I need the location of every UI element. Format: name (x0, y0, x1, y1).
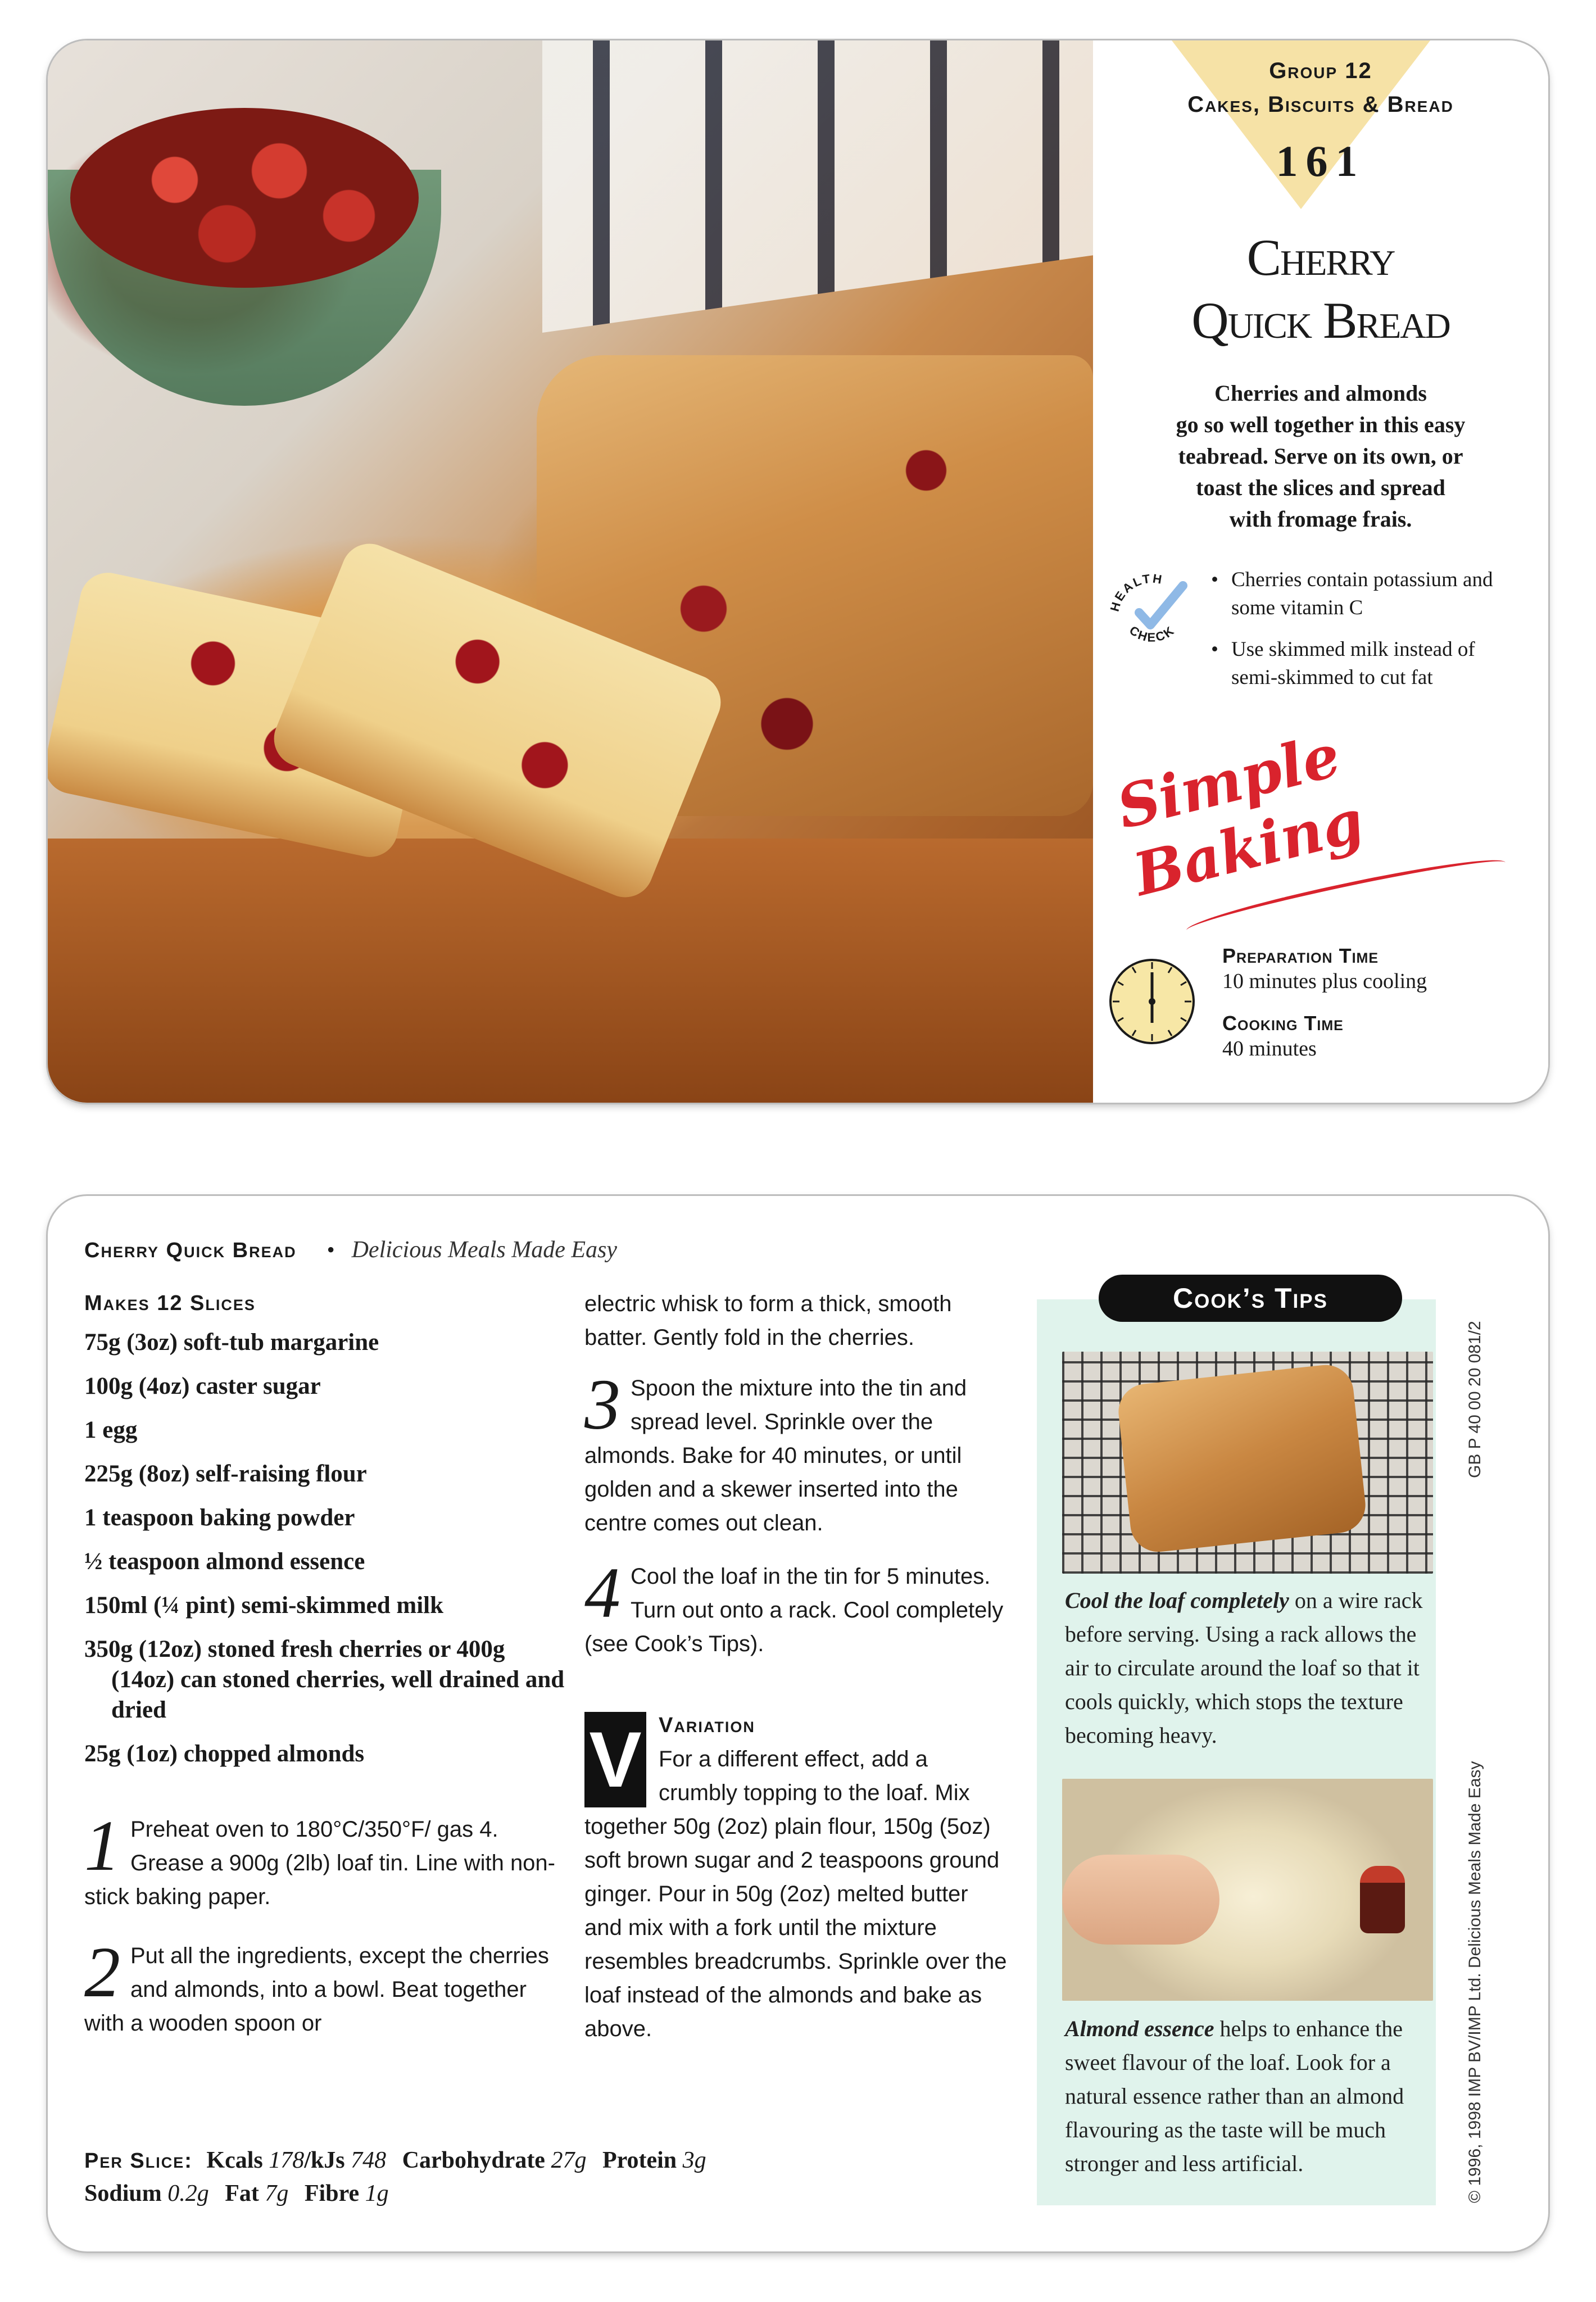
method-step-1 (84, 1806, 556, 1914)
health-check-top-label: HEALTH (1107, 571, 1165, 613)
kcals-value: 178 (269, 2147, 305, 2173)
tip-2 (1065, 2012, 1439, 2181)
kcals-label: Kcals (206, 2147, 263, 2173)
tip-1 (1065, 1584, 1439, 1752)
header-bullet: • (327, 1237, 335, 1262)
health-point: • Cherries contain potassium and some vitamin C (1211, 566, 1526, 622)
cook-time-value: 40 minutes (1222, 1037, 1317, 1061)
kj-value: 748 (351, 2147, 387, 2173)
carb-value: 27g (551, 2147, 587, 2173)
method-step-4 (584, 1553, 1012, 1661)
sodium-value: 0.2g (167, 2181, 209, 2206)
ingredient: 150ml (¼ pint) semi-skimmed milk (84, 1592, 444, 1619)
ingredient: 1 teaspoon baking powder (84, 1505, 355, 1531)
svg-text:HEALTH (1108, 572, 1165, 613)
intro-line: go so well together in this easy (1176, 412, 1466, 437)
recipe-title (1093, 226, 1548, 352)
cooks-tips-title: Cook’s Tips (1099, 1275, 1402, 1322)
clock-icon (1107, 957, 1197, 1046)
step-text: Put all the ingredients, except the cherries and almonds, into a bowl. Beat together with a wooden spoon or (84, 1943, 549, 2036)
back-recipe-title: Cherry Quick Bread (84, 1239, 297, 1262)
product-code: GB P 40 00 20 081/2 (1466, 1321, 1484, 1478)
variation-text: For a different effect, add a crumbly topping to the loaf. Mix together 50g (2oz) plain flour, 150g (5oz) soft brown sugar and 2 teaspoons ground ginger. Pour in 50g (2oz) melted butter and mix with a fork until the mixture resembles breadcrumbs. Sprinkle over the loaf instead of the almonds and bake as above. (584, 1747, 1007, 2041)
sodium-label: Sodium (84, 2181, 162, 2206)
ingredient: 25g (1oz) chopped almonds (84, 1741, 365, 1767)
card-number: 161 (1276, 137, 1366, 185)
health-check-icon (1104, 563, 1200, 659)
tip-2-text: helps to enhance the sweet flavour of the loaf. Look for a natural essence rather than an almond flavouring as the taste will be much stronger and less artificial. (1065, 2016, 1404, 2176)
intro-line: with fromage frais. (1229, 506, 1412, 532)
ingredient: 75g (3oz) soft-tub margarine (84, 1329, 379, 1356)
fibre-value: 1g (365, 2181, 389, 2206)
front-info-panel (1093, 40, 1548, 1103)
essence-bottle (1360, 1866, 1405, 1933)
step-number: 1 (84, 1806, 120, 1886)
nutrition-info (84, 2144, 983, 2210)
series-name: Delicious Meals Made Easy (351, 1237, 617, 1263)
fat-label: Fat (225, 2181, 259, 2206)
prep-time-label: Preparation Time (1222, 944, 1379, 967)
ingredient: ½ teaspoon almond essence (84, 1548, 365, 1575)
loaf-on-rack (1116, 1362, 1368, 1555)
tip-1-bold: Cool the loaf completely (1065, 1588, 1289, 1613)
cherry-bread-photo (48, 40, 1093, 1103)
copyright-text: © 1996, 1998 IMP BV/IMP Ltd. Delicious Meals Made Easy (1466, 1761, 1484, 2203)
nutrition-label: Per Slice: (84, 2149, 193, 2173)
wooden-board (48, 839, 1093, 1103)
tip-1-text: on a wire rack before serving. Using a rack allows the air to circulate around the loaf so that it cools quickly, which stops the texture becoming heavy. (1065, 1588, 1423, 1748)
fat-value: 7g (265, 2181, 289, 2206)
step-number: 4 (584, 1553, 620, 1633)
variation-block (584, 1709, 1012, 2046)
method-step-3 (584, 1365, 1012, 1540)
title-line: Cherry (1246, 229, 1395, 286)
tea-towel (542, 40, 1093, 333)
tip-2-bold: Almond essence (1065, 2016, 1214, 2041)
ingredients-list (84, 1327, 573, 1783)
health-check-bottom-label: CHECK (1126, 623, 1178, 645)
step-text: Spoon the mixture into the tin and spread level. Sprinkle over the almonds. Bake for 40 minutes, or until golden and a skewer inserted into the centre comes out clean. (584, 1376, 967, 1535)
ingredient: 225g (8oz) self-raising flour (84, 1461, 367, 1487)
ingredient: 1 egg (84, 1417, 138, 1443)
step-text: Preheat oven to 180°C/350°F/ gas 4. Grease a 900g (2lb) loaf tin. Line with non-stick baking paper. (84, 1817, 555, 1909)
recipe-intro (1116, 378, 1526, 535)
cherries (70, 108, 419, 288)
category-label: Cakes, Biscuits & Bread (1187, 92, 1454, 117)
step-number: 2 (84, 1932, 120, 2012)
step-text: Cool the loaf in the tin for 5 minutes. Turn out onto a rack. Cool completely (see Cook’s Tips). (584, 1564, 1004, 1656)
kj-label: /kJs (304, 2147, 345, 2173)
cook-time-label: Cooking Time (1222, 1012, 1344, 1035)
intro-line: toast the slices and spread (1196, 475, 1445, 500)
title-line: Quick Bread (1191, 292, 1450, 349)
step-number: 3 (584, 1365, 620, 1444)
simple-baking-logo: Simple Baking (1110, 720, 1370, 909)
hand (1062, 1855, 1219, 1945)
intro-line: teabread. Serve on its own, or (1178, 443, 1463, 469)
variation-letter: V (584, 1712, 646, 1807)
fibre-label: Fibre (304, 2181, 360, 2206)
group-label: Group 12 (1269, 58, 1372, 83)
health-point: • Use skimmed milk instead of semi-skimmed to cut fat (1211, 636, 1526, 692)
back-header (84, 1236, 617, 1263)
protein-label: Protein (602, 2147, 677, 2173)
intro-line: Cherries and almonds (1214, 380, 1427, 406)
carb-label: Carbohydrate (402, 2147, 545, 2173)
ingredient: 350g (12oz) stoned fresh cherries or 400g (14oz) can stoned cherries, well drained and dried (84, 1636, 565, 1723)
recipe-card-front (48, 40, 1548, 1103)
method-step-2-continued (584, 1287, 1012, 1354)
step-text: electric whisk to form a thick, smooth batter. Gently fold in the cherries. (584, 1292, 952, 1350)
makes-label: Makes 12 Slices (84, 1292, 256, 1315)
protein-value: 3g (682, 2147, 706, 2173)
prep-time-value: 10 minutes plus cooling (1222, 969, 1427, 993)
variation-title: Variation (659, 1714, 755, 1737)
ingredient: 100g (4oz) caster sugar (84, 1373, 321, 1399)
method-step-2 (84, 1932, 556, 2040)
